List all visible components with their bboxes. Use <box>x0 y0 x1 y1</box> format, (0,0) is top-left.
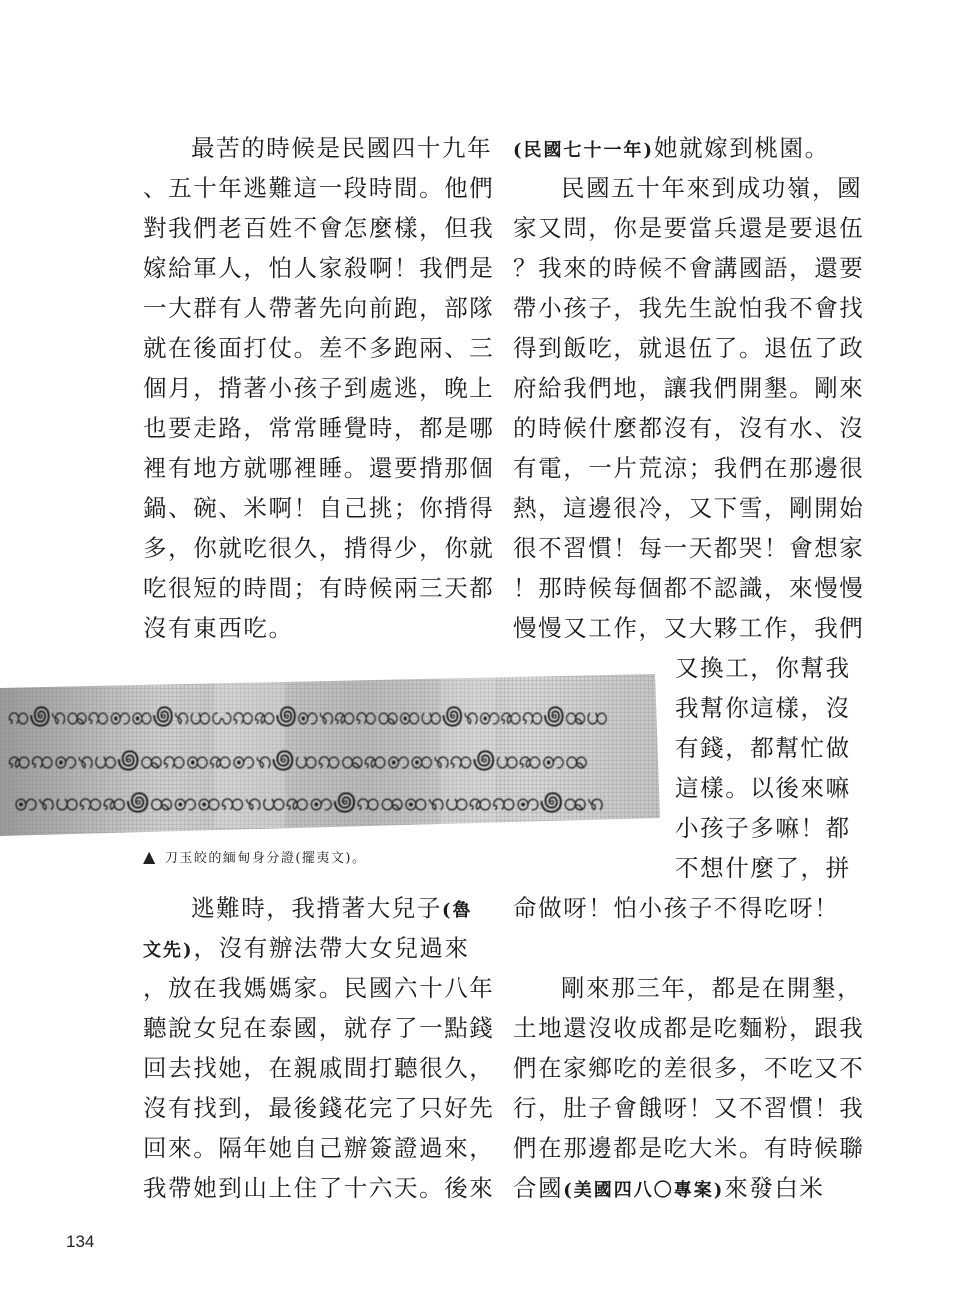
right-column-tail-line <box>513 888 839 928</box>
text-line: 土地還沒收成都是吃麵粉，跟我 <box>513 1014 865 1042</box>
text-line: ？我來的時候不會講國語，還要 <box>513 254 865 282</box>
page-number: 134 <box>66 1232 95 1251</box>
text-fragment: ，沒有辦法帶大女兒過來 <box>193 934 470 962</box>
right-column-top-paragraph <box>513 128 864 648</box>
text-line: 不想什麼了，拼 <box>675 854 851 882</box>
text-line: 就在後面打仗。差不多跑兩、三 <box>143 334 495 362</box>
text-line: 也要走路，常常睡覺時，都是哪 <box>143 414 495 442</box>
text-fragment: 逃難時，我揹著大兒子 <box>191 894 442 922</box>
text-line: 回去找她，在親戚間打聽很久， <box>143 1054 495 1082</box>
text-line: 沒有東西吃。 <box>143 614 294 642</box>
caption-text: 刀玉皎的緬甸身分證(擺夷文)。 <box>164 851 367 866</box>
script-line: ꩡ꩜ꩫꩪꩡꩦꩧ꩜ꩫꩤꩬꩡꩣ꩜ꩦꩫꩣꩡꩪꩧꩤ꩜ꩫꩦꩣꩡ꩜ꩪꩤ <box>8 701 608 731</box>
text-line: 嫁給軍人，怕人家殺啊！我們是 <box>143 254 495 282</box>
text-line: 這樣。以後來嘛 <box>675 774 851 802</box>
text-line: 一大群有人帶著先向前跑，部隊 <box>143 294 495 322</box>
text-line: 府給我們地，讓我們開墾。剛來 <box>513 374 865 402</box>
text-line: 命做呀！怕小孩子不得吃呀！ <box>513 894 840 922</box>
text-line: 熱，這邊很冷，又下雪，剛開始 <box>513 494 865 522</box>
text-fragment: 合國 <box>513 1174 564 1202</box>
inline-note: (民國七十一年) <box>513 140 655 161</box>
text-line: 有錢，都幫忙做 <box>675 734 851 762</box>
script-line: ꩣꩡꩦꩫꩤ꩜ꩪꩡꩧꩣꩦꩫ꩜ꩤꩡꩪꩣꩦꩧꩫꩡ꩜ꩤꩣꩦꩪ <box>8 745 589 775</box>
text-line: 、五十年逃難這一段時間。他們 <box>143 174 495 202</box>
text-line: 有電，一片荒涼；我們在那邊很 <box>513 454 865 482</box>
left-column-top-paragraph <box>143 128 494 648</box>
text-line: 對我們老百姓不會怎麼樣，但我 <box>143 214 495 242</box>
text-fragment: 來發白米 <box>724 1174 825 1202</box>
text-line: 我帶她到山上住了十六天。後來 <box>143 1174 495 1202</box>
text-line: 得到飯吃，就退伍了。退伍了政 <box>513 334 865 362</box>
text-line: 我幫你這樣，沒 <box>675 694 851 722</box>
text-line: 又換工，你幫我 <box>675 654 851 682</box>
text-line: 最苦的時候是民國四十九年 <box>191 134 493 162</box>
text-line <box>143 888 494 928</box>
left-column-bottom-paragraph <box>143 888 494 1208</box>
inline-note: 文先) <box>143 940 194 961</box>
inline-note: (魯 <box>442 900 473 921</box>
right-column-bottom-paragraph <box>513 968 864 1208</box>
figure-caption <box>143 845 366 869</box>
text-line: 回來。隔年她自己辦簽證過來， <box>143 1134 495 1162</box>
text-line: ！那時候每個都不認識，來慢慢 <box>513 574 865 602</box>
text-line: 鍋、碗、米啊！自己挑；你揹得 <box>143 494 495 522</box>
text-line: 帶小孩子，我先生說怕我不會找 <box>513 294 865 322</box>
text-line <box>513 1168 864 1208</box>
inline-note: (美國四八〇專案) <box>563 1180 725 1201</box>
text-line: 慢慢又工作，又大夥工作，我們 <box>513 614 865 642</box>
text-line: 裡有地方就哪裡睡。還要揹那個 <box>143 454 495 482</box>
text-line: 小孩子多嘛！都 <box>675 814 851 842</box>
text-fragment: 她就嫁到桃園。 <box>654 134 830 162</box>
right-column-wrapped-text <box>675 648 851 888</box>
text-line: 行，肚子會餓呀！又不習慣！我 <box>513 1094 865 1122</box>
text-line: 家又問，你是要當兵還是要退伍 <box>513 214 865 242</box>
text-line: 沒有找到，最後錢花完了只好先 <box>143 1094 495 1122</box>
triangle-marker-icon: ▲ <box>143 847 157 866</box>
text-line: 很不習慣！每一天都哭！會想家 <box>513 534 865 562</box>
text-line: 民國五十年來到成功嶺，國 <box>561 174 863 202</box>
text-line: 剛來那三年，都是在開墾， <box>561 974 863 1002</box>
text-line <box>513 128 864 168</box>
text-line: 多，你就吃很久，揹得少，你就 <box>143 534 495 562</box>
text-line: 們在家鄉吃的差很多，不吃又不 <box>513 1054 865 1082</box>
manuscript-photo <box>0 668 660 840</box>
text-line: 們在那邊都是吃大米。有時候聯 <box>513 1134 865 1162</box>
text-line: 聽說女兒在泰國，就存了一點錢 <box>143 1014 495 1042</box>
text-line: 的時候什麼都沒有，沒有水、沒 <box>513 414 865 442</box>
text-line <box>143 928 494 968</box>
script-line: ꩦꩫꩤꩡꩣ꩜ꩪꩦꩧꩡꩫꩤꩣꩦ꩜ꩡꩪꩧꩫꩤꩣꩡꩦ꩜ꩪꩫ <box>14 787 604 817</box>
text-line: 個月，揹著小孩子到處逃，晚上 <box>143 374 495 402</box>
text-line: 吃很短的時間；有時候兩三天都 <box>143 574 495 602</box>
text-line: ，放在我媽媽家。民國六十八年 <box>143 974 495 1002</box>
